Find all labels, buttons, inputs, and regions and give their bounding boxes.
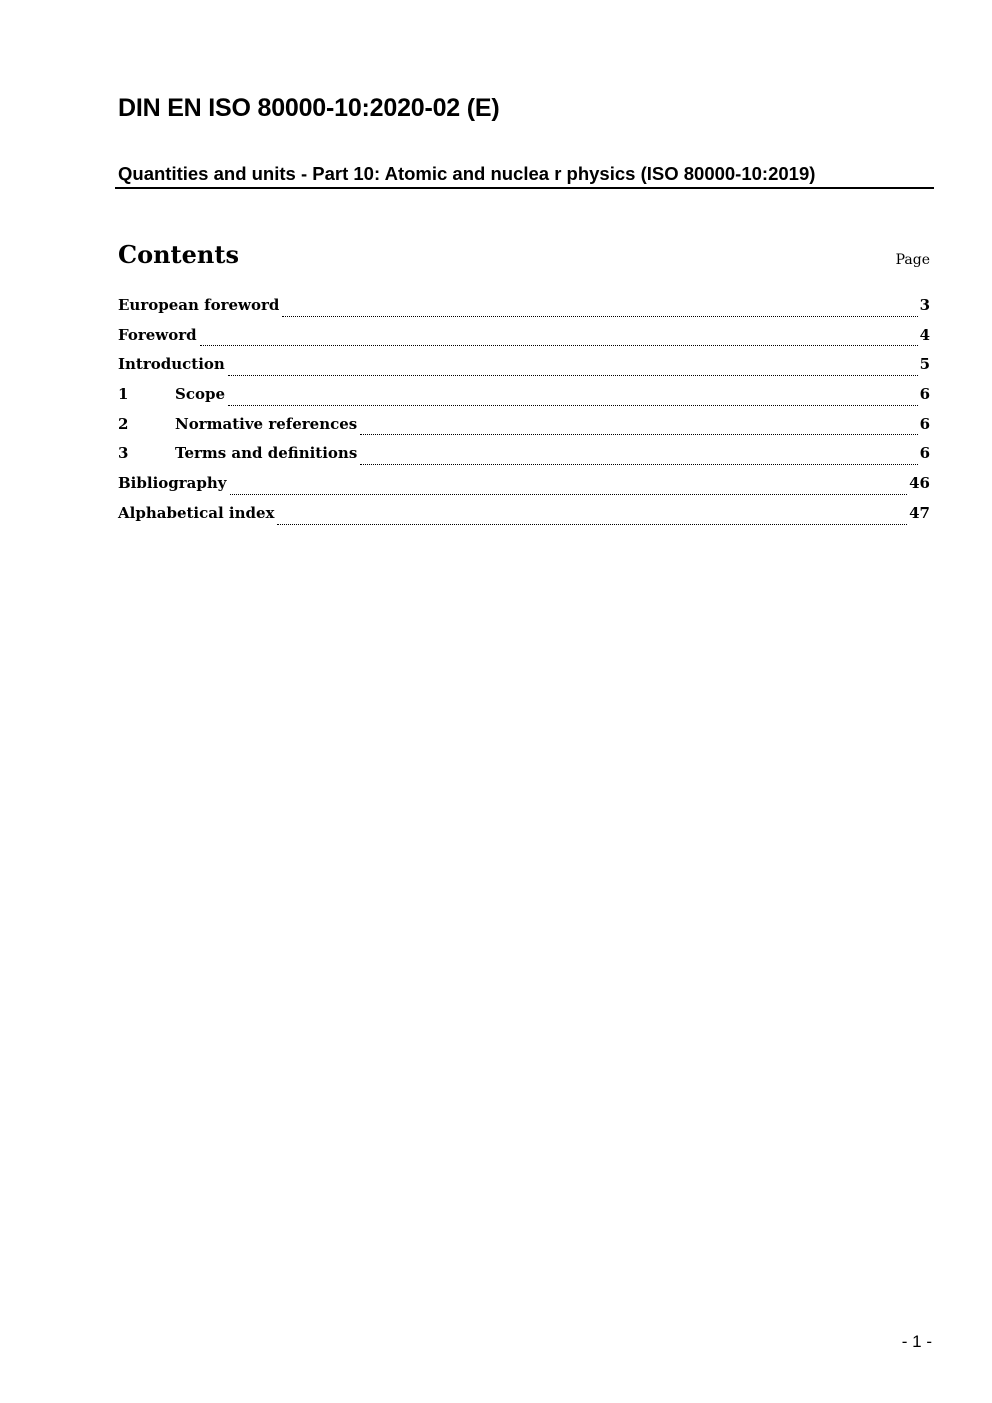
toc-entry-page: 46: [909, 474, 930, 493]
toc-entry-alphabetical-index[interactable]: [118, 504, 930, 534]
toc-entry-european-foreword[interactable]: [118, 296, 930, 326]
toc-entry-number: 2: [118, 414, 129, 433]
toc-dot-leader: [360, 464, 917, 465]
subtitle-rule: [115, 187, 934, 189]
toc-entry-page: 6: [919, 444, 930, 463]
toc-dot-leader: [230, 494, 908, 495]
table-of-contents: [118, 296, 930, 534]
toc-entry-page: 47: [909, 503, 930, 522]
toc-entry-title: European foreword: [118, 296, 280, 314]
toc-entry-introduction[interactable]: [118, 355, 930, 385]
toc-entry-title: Bibliography: [118, 474, 227, 493]
document-subtitle: Quantities and units - Part 10: Atomic and nuclea r physics (ISO 80000-10:2019): [118, 163, 816, 184]
toc-entry-terms-and-definitions[interactable]: [118, 444, 930, 474]
toc-entry-page: 3: [919, 296, 930, 314]
toc-dot-leader: [282, 316, 917, 317]
toc-dot-leader: [228, 405, 918, 406]
toc-dot-leader: [200, 345, 918, 346]
toc-entry-number: 1: [118, 385, 129, 404]
contents-heading: Contents: [118, 240, 239, 269]
toc-entry-number: 3: [118, 444, 129, 463]
toc-entry-title: Introduction: [118, 355, 225, 374]
toc-dot-leader: [277, 524, 907, 525]
document-id: DIN EN ISO 80000-10:2020-02 (E): [118, 94, 500, 122]
toc-entry-bibliography[interactable]: [118, 474, 930, 504]
toc-entry-page: 6: [919, 414, 930, 433]
toc-dot-leader: [360, 434, 917, 435]
page-number: - 1 -: [901, 1332, 932, 1351]
toc-entry-normative-references[interactable]: [118, 415, 930, 445]
toc-entry-title: Terms and definitions: [175, 444, 358, 463]
toc-entry-title: Foreword: [118, 325, 197, 344]
toc-entry-foreword[interactable]: [118, 326, 930, 356]
toc-entry-title: Scope: [175, 385, 226, 404]
toc-entry-title: Alphabetical index: [118, 503, 275, 522]
page-column-label: Page: [895, 252, 930, 268]
toc-entry-page: 6: [919, 385, 930, 404]
toc-entry-page: 5: [919, 355, 930, 374]
toc-entry-title: Normative references: [175, 414, 358, 433]
toc-dot-leader: [228, 375, 918, 376]
toc-entry-scope[interactable]: [118, 385, 930, 415]
toc-entry-page: 4: [919, 325, 930, 344]
